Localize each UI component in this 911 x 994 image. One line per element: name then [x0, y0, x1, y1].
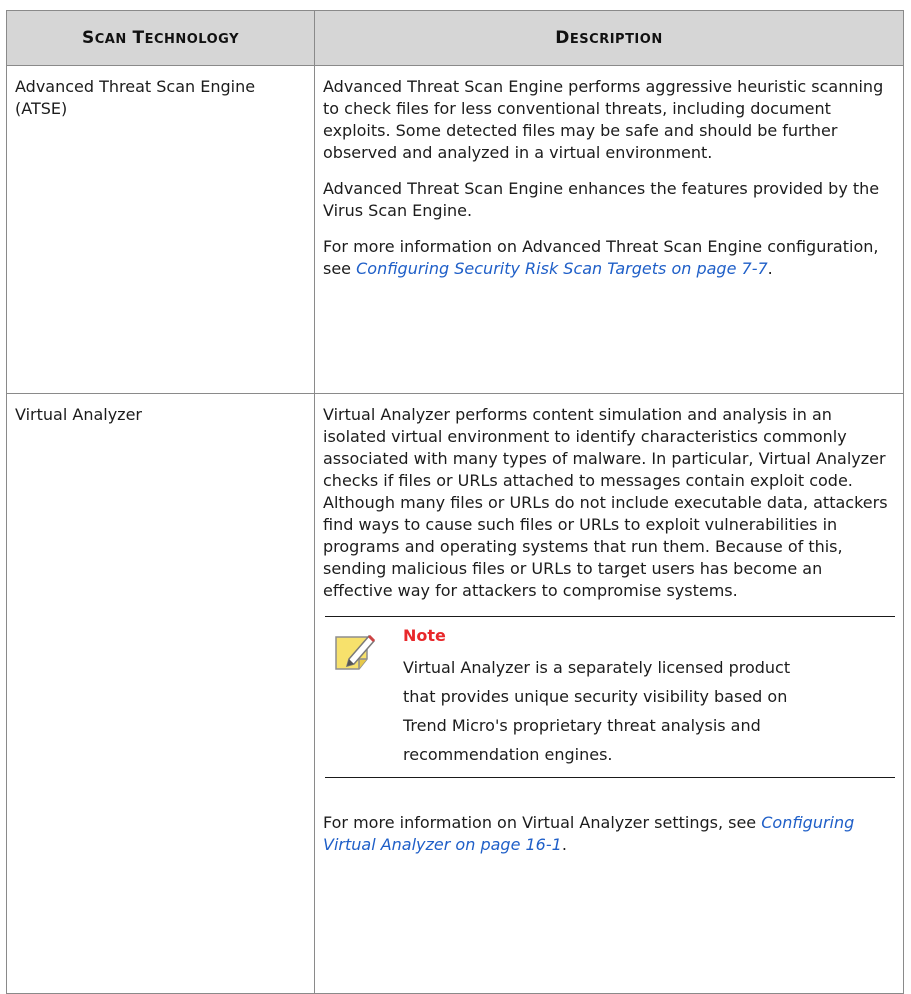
- cross-reference-link[interactable]: Configuring Virtual Analyzer on page 16-1: [323, 813, 855, 854]
- description-paragraph: Virtual Analyzer performs content simulation and analysis in an isolated virtual environment to identify characteristics commonly associated with many types of malware. In particular, Virtual Analyzer checks if files or URLs attached to messages contain exploit code. Although many files or URLs do not include executable data, attackers find ways to cause such files or URLs to exploit vulnerabilities in programs and operating systems that run them. Because of this, sending malicious files or URLs to target users has become an effective way for attackers to compromise systems.: [323, 405, 888, 600]
- cross-reference-link[interactable]: Configuring Security Risk Scan Targets on page 7-7: [356, 259, 768, 278]
- table-row-atse: [7, 66, 904, 394]
- description-paragraph: Advanced Threat Scan Engine enhances the features provided by the Virus Scan Engine.: [323, 179, 880, 220]
- note-pencil-icon: [333, 631, 377, 673]
- scan-technology-table: [6, 10, 904, 994]
- description-paragraph: Advanced Threat Scan Engine performs aggressive heuristic scanning to check files for less conventional threats, including document exploits. Some detected files may be safe and should be further observed and analyzed in a virtual environment.: [323, 77, 884, 162]
- note-callout: [325, 616, 895, 778]
- technology-description: [315, 66, 904, 394]
- more-info-suffix: .: [767, 259, 773, 278]
- header-description: DESCRIPTION: [315, 11, 904, 66]
- technology-name: Advanced Threat Scan Engine (ATSE): [7, 66, 315, 394]
- more-info-paragraph: [323, 812, 895, 856]
- more-info-text: For more information on Advanced Threat Scan Engine configuration, see: [323, 237, 879, 278]
- more-info-suffix: .: [561, 835, 567, 854]
- technology-name: Virtual Analyzer: [7, 394, 315, 994]
- note-body: [403, 625, 895, 769]
- table-header-row: [7, 11, 904, 66]
- more-info-text: For more information on Virtual Analyzer settings, see: [323, 813, 762, 832]
- technology-description: [315, 394, 904, 994]
- table-row-virtual-analyzer: [7, 394, 904, 994]
- header-scan-technology: SCAN TECHNOLOGY: [7, 11, 315, 66]
- note-text: Virtual Analyzer is a separately licensed product that provides unique security visibility based on Trend Micro's proprietary threat analysis and recommendation engines.: [403, 658, 791, 764]
- note-title: Note: [403, 626, 446, 645]
- more-info-paragraph: [323, 236, 895, 280]
